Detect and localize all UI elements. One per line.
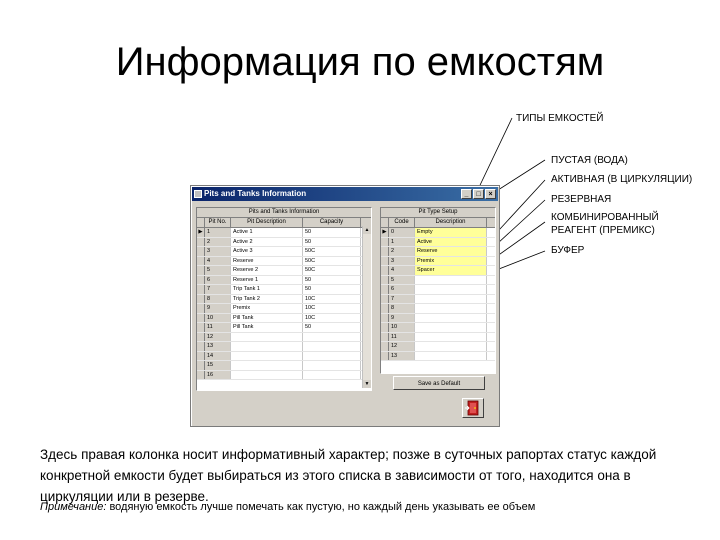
type-description-cell[interactable]: Spacer: [415, 266, 487, 275]
pit-no-cell[interactable]: 9: [205, 304, 231, 313]
row-indicator-header: [197, 218, 205, 227]
table-row[interactable]: [381, 333, 495, 343]
row-indicator: [381, 247, 389, 256]
table-row[interactable]: [381, 228, 495, 238]
row-indicator: [381, 295, 389, 304]
table-row[interactable]: [197, 342, 371, 352]
pit-no-cell[interactable]: 12: [205, 333, 231, 342]
pit-description-cell[interactable]: Reserve 2: [231, 266, 303, 275]
save-as-default-button[interactable]: Save as Default: [393, 376, 485, 390]
note-label: Примечание:: [40, 501, 107, 513]
exit-door-icon: [463, 399, 483, 417]
table-row[interactable]: [197, 323, 371, 333]
row-indicator: [197, 342, 205, 351]
type-description-cell[interactable]: [415, 304, 487, 313]
row-indicator: [381, 276, 389, 285]
pit-description-cell[interactable]: [231, 361, 303, 370]
table-row[interactable]: [197, 266, 371, 276]
type-description-cell[interactable]: [415, 352, 487, 361]
code-cell[interactable]: 10: [389, 323, 415, 332]
capacity-cell[interactable]: 10C: [303, 295, 361, 304]
table-row[interactable]: [197, 314, 371, 324]
pit-description-cell[interactable]: Premix: [231, 304, 303, 313]
pit-description-cell[interactable]: Active 3: [231, 247, 303, 256]
pit-description-cell[interactable]: Pill Tank: [231, 314, 303, 323]
table-row[interactable]: [197, 295, 371, 305]
pit-description-cell[interactable]: Active 1: [231, 228, 303, 237]
code-cell[interactable]: 12: [389, 342, 415, 351]
code-cell[interactable]: 13: [389, 352, 415, 361]
row-indicator: ▶: [381, 228, 389, 237]
row-indicator: [197, 304, 205, 313]
table-row[interactable]: [197, 352, 371, 362]
pit-description-cell[interactable]: Reserve 1: [231, 276, 303, 285]
callout-tank-types: ТИПЫ ЕМКОСТЕЙ: [516, 113, 604, 124]
row-indicator: [197, 361, 205, 370]
pit-no-cell[interactable]: 13: [205, 342, 231, 351]
capacity-cell[interactable]: 50: [303, 238, 361, 247]
pit-description-cell[interactable]: [231, 371, 303, 380]
type-description-cell[interactable]: Premix: [415, 257, 487, 266]
code-cell[interactable]: 4: [389, 266, 415, 275]
capacity-cell[interactable]: 50C: [303, 257, 361, 266]
type-description-cell[interactable]: [415, 342, 487, 351]
row-indicator: [381, 285, 389, 294]
type-description-cell[interactable]: [415, 295, 487, 304]
callout-active: АКТИВНАЯ (В ЦИРКУЛЯЦИИ): [551, 174, 693, 185]
capacity-cell[interactable]: 50: [303, 228, 361, 237]
code-cell[interactable]: 0: [389, 228, 415, 237]
pit-description-cell[interactable]: [231, 333, 303, 342]
code-cell[interactable]: 8: [389, 304, 415, 313]
table-row[interactable]: [381, 276, 495, 286]
pit-type-column-headers: [381, 218, 495, 228]
maximize-button[interactable]: □: [473, 189, 484, 199]
row-indicator: [197, 266, 205, 275]
pit-no-cell[interactable]: 15: [205, 361, 231, 370]
capacity-cell[interactable]: 50C: [303, 247, 361, 256]
pit-no-cell[interactable]: 10: [205, 314, 231, 323]
pit-no-cell[interactable]: 14: [205, 352, 231, 361]
row-indicator: [381, 342, 389, 351]
column-header-code: Code: [389, 218, 415, 227]
callout-combined-line2: РЕАГЕНТ (ПРЕМИКС): [551, 225, 655, 236]
code-cell[interactable]: 2: [389, 247, 415, 256]
table-row[interactable]: [381, 304, 495, 314]
pit-description-cell[interactable]: Reserve: [231, 257, 303, 266]
row-indicator: [381, 304, 389, 313]
pit-no-cell[interactable]: 1: [205, 228, 231, 237]
pit-description-cell[interactable]: [231, 352, 303, 361]
pit-type-grid-header: Pit Type Setup: [381, 208, 495, 218]
type-description-cell[interactable]: Empty: [415, 228, 487, 237]
row-indicator: [197, 276, 205, 285]
code-cell[interactable]: 1: [389, 238, 415, 247]
pits-tanks-scrollbar[interactable]: [362, 226, 371, 388]
row-indicator: ▶: [197, 228, 205, 237]
column-header-pit-description: Pit Description: [231, 218, 303, 227]
pit-no-cell[interactable]: 3: [205, 247, 231, 256]
capacity-cell[interactable]: [303, 352, 361, 361]
table-row[interactable]: [381, 295, 495, 305]
pit-description-cell[interactable]: Trip Tank 1: [231, 285, 303, 294]
pit-no-cell[interactable]: 16: [205, 371, 231, 380]
row-indicator: [197, 247, 205, 256]
code-cell[interactable]: 7: [389, 295, 415, 304]
note-text: водяную емкость лучше помечать как пустую, но каждый день указывать ее объем: [106, 501, 536, 513]
pits-tanks-grid[interactable]: [196, 207, 372, 391]
table-row[interactable]: [381, 352, 495, 362]
code-cell[interactable]: 9: [389, 314, 415, 323]
row-indicator: [197, 323, 205, 332]
callout-buffer: БУФЕР: [551, 245, 585, 256]
table-row[interactable]: [381, 323, 495, 333]
callout-empty: ПУСТАЯ (ВОДА): [551, 155, 628, 166]
app-icon: [194, 190, 202, 198]
table-row[interactable]: [197, 285, 371, 295]
type-description-cell[interactable]: Active: [415, 238, 487, 247]
pit-description-cell[interactable]: [231, 342, 303, 351]
pit-no-cell[interactable]: 5: [205, 266, 231, 275]
type-description-cell[interactable]: [415, 323, 487, 332]
row-indicator: [197, 333, 205, 342]
pit-description-cell[interactable]: Trip Tank 2: [231, 295, 303, 304]
table-row[interactable]: [381, 266, 495, 276]
pit-no-cell[interactable]: 4: [205, 257, 231, 266]
table-row[interactable]: [197, 371, 371, 381]
window-title: Pits and Tanks Information: [204, 189, 307, 198]
pit-no-cell[interactable]: 6: [205, 276, 231, 285]
row-indicator: [197, 295, 205, 304]
table-row[interactable]: [381, 342, 495, 352]
pit-no-cell[interactable]: 2: [205, 238, 231, 247]
row-indicator: [381, 238, 389, 247]
column-header-capacity: Capacity: [303, 218, 361, 227]
row-indicator: [381, 323, 389, 332]
pit-no-cell[interactable]: 8: [205, 295, 231, 304]
table-row[interactable]: [197, 304, 371, 314]
callout-combined-line1: КОМБИНИРОВАННЫЙ: [551, 212, 659, 223]
type-description-cell[interactable]: Reserve: [415, 247, 487, 256]
table-row[interactable]: [197, 228, 371, 238]
row-indicator: [381, 333, 389, 342]
type-description-cell[interactable]: [415, 285, 487, 294]
table-row[interactable]: [197, 276, 371, 286]
capacity-cell[interactable]: 50: [303, 323, 361, 332]
slide-body-text: Здесь правая колонка носит информативный характер; позже в суточных рапортах статус каждой конкретной емкости будет выбираться из этого списка в зависимости от того, находится она в циркуляции или в резерве.: [40, 447, 657, 504]
close-button[interactable]: ×: [485, 189, 496, 199]
capacity-cell[interactable]: 50: [303, 285, 361, 294]
pit-description-cell[interactable]: Pill Tank: [231, 323, 303, 332]
pit-description-cell[interactable]: Active 2: [231, 238, 303, 247]
pits-tanks-grid-header: Pits and Tanks Information: [197, 208, 371, 218]
capacity-cell[interactable]: [303, 371, 361, 380]
capacity-cell[interactable]: 50C: [303, 266, 361, 275]
table-row[interactable]: [381, 314, 495, 324]
row-indicator: [197, 257, 205, 266]
row-indicator: [381, 314, 389, 323]
column-header-pit-no: Pit No.: [205, 218, 231, 227]
slide-note: [40, 500, 710, 514]
scroll-up-icon[interactable]: ▲: [364, 227, 370, 233]
table-row[interactable]: [381, 238, 495, 248]
pit-no-cell[interactable]: 11: [205, 323, 231, 332]
table-row[interactable]: [381, 247, 495, 257]
slide-title: Информация по емкостям: [115, 40, 605, 84]
code-cell[interactable]: 5: [389, 276, 415, 285]
row-indicator: [381, 257, 389, 266]
type-description-cell[interactable]: [415, 314, 487, 323]
pit-type-grid[interactable]: [380, 207, 496, 374]
exit-button[interactable]: [462, 398, 484, 418]
row-indicator: [381, 266, 389, 275]
capacity-cell[interactable]: 10C: [303, 314, 361, 323]
row-indicator: [197, 352, 205, 361]
row-indicator: [197, 314, 205, 323]
column-header-description: Description: [415, 218, 487, 227]
window-titlebar[interactable]: [192, 187, 498, 201]
type-description-cell[interactable]: [415, 333, 487, 342]
row-indicator: [197, 238, 205, 247]
type-description-cell[interactable]: [415, 276, 487, 285]
table-row[interactable]: [197, 333, 371, 343]
callout-reserve: РЕЗЕРВНАЯ: [551, 194, 612, 205]
pits-tanks-column-headers: [197, 218, 371, 228]
capacity-cell[interactable]: [303, 361, 361, 370]
scroll-down-icon[interactable]: ▼: [364, 381, 370, 387]
capacity-cell[interactable]: 50: [303, 276, 361, 285]
table-row[interactable]: [197, 257, 371, 267]
capacity-cell[interactable]: [303, 333, 361, 342]
minimize-button[interactable]: _: [461, 189, 472, 199]
row-indicator: [197, 371, 205, 380]
table-row[interactable]: [197, 238, 371, 248]
capacity-cell[interactable]: [303, 342, 361, 351]
code-cell[interactable]: 11: [389, 333, 415, 342]
row-indicator: [381, 352, 389, 361]
row-indicator-header: [381, 218, 389, 227]
code-cell[interactable]: 3: [389, 257, 415, 266]
capacity-cell[interactable]: 10C: [303, 304, 361, 313]
table-row[interactable]: [197, 247, 371, 257]
table-row[interactable]: [381, 257, 495, 267]
pit-no-cell[interactable]: 7: [205, 285, 231, 294]
table-row[interactable]: [381, 285, 495, 295]
row-indicator: [197, 285, 205, 294]
code-cell[interactable]: 6: [389, 285, 415, 294]
table-row[interactable]: [197, 361, 371, 371]
